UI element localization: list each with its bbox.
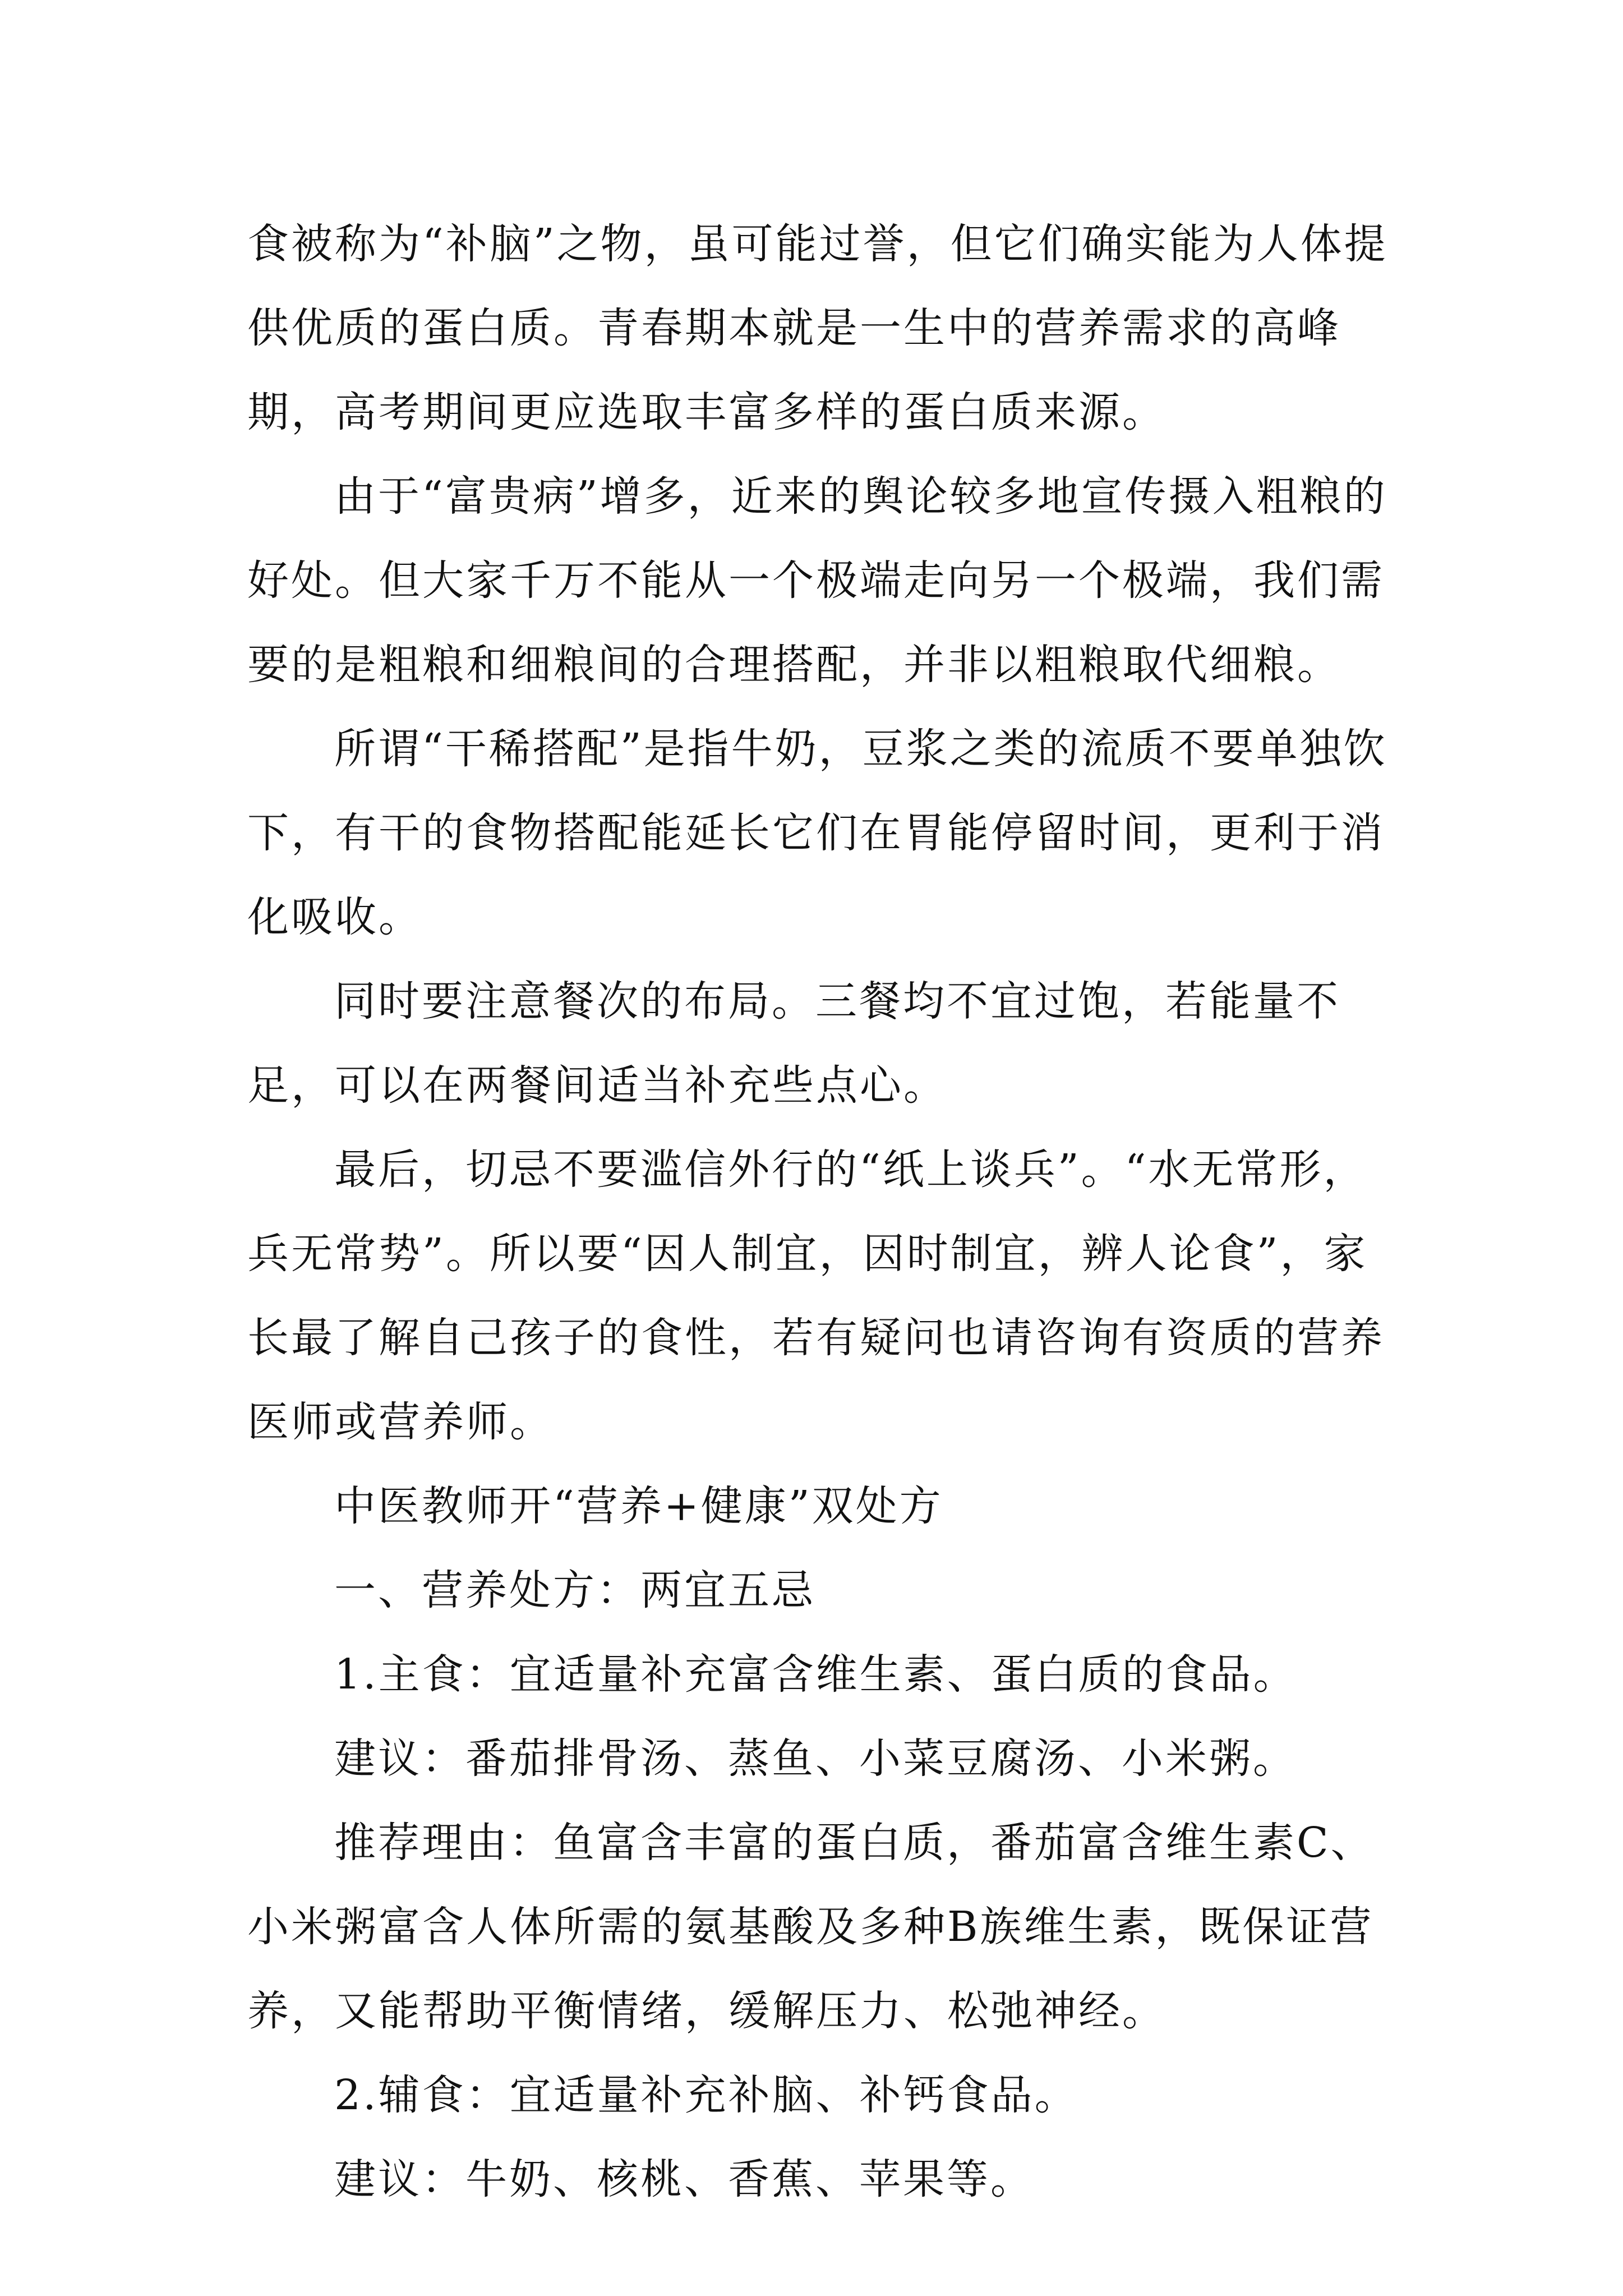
- paragraph-4: 同时要注意餐次的布局。三餐均不宜过饱，若能量不足，可以在两餐间适当补充些点心。: [247, 977, 1340, 1110]
- staple-food-reason: 推荐理由：鱼富含丰富的蛋白质，番茄富含维生素C、小米粥富含人体所需的氨基酸及多种B族维生素，既保证营养，又能帮助平衡情绪，缓解压力、松弛神经。: [247, 1819, 1375, 2035]
- subsection-heading: 一、营养处方：两宜五忌: [334, 1566, 815, 1614]
- paragraph-3: 所谓“干稀搭配”是指牛奶，豆浆之类的流质不要单独饮下，有干的食物搭配能延长它们在胃能停留时间，更利于消化吸收。: [247, 725, 1387, 941]
- paragraph-5: 最后，切忌不要滥信外行的“纸上谈兵”。“水无常形，兵无常势”。所以要“因人制宜，因时制宜，辨人论食”，家长最了解自己孩子的食性，若有疑问也请咨询有资质的营养医师或营养师。: [247, 1145, 1385, 1446]
- staple-food-suggestion: 建议：番茄排骨汤、蒸鱼、小菜豆腐汤、小米粥。: [334, 1734, 1297, 1783]
- paragraph-2: 由于“富贵病”增多，近来的舆论较多地宣传摄入粗粮的好处。但大家千万不能从一个极端走向另一个极端，我们需要的是粗粮和细粮间的合理搭配，并非以粗粮取代细粮。: [247, 472, 1387, 689]
- document-body: [247, 202, 1397, 2221]
- side-food-suggestion: 建议：牛奶、核桃、香蕉、苹果等。: [334, 2155, 1034, 2203]
- list-item-side-food: 2.辅食：宜适量补充补脑、补钙食品。: [334, 2071, 1078, 2119]
- section-heading: 中医教师开“营养+健康”双处方: [334, 1482, 943, 1530]
- list-item-staple-food: 1.主食：宜适量补充富含维生素、蛋白质的食品。: [334, 1650, 1297, 1699]
- paragraph-1: 食被称为“补脑”之物，虽可能过誉，但它们确实能为人体提供优质的蛋白质。青春期本就是一生中的营养需求的高峰期，高考期间更应选取丰富多样的蛋白质来源。: [247, 220, 1388, 436]
